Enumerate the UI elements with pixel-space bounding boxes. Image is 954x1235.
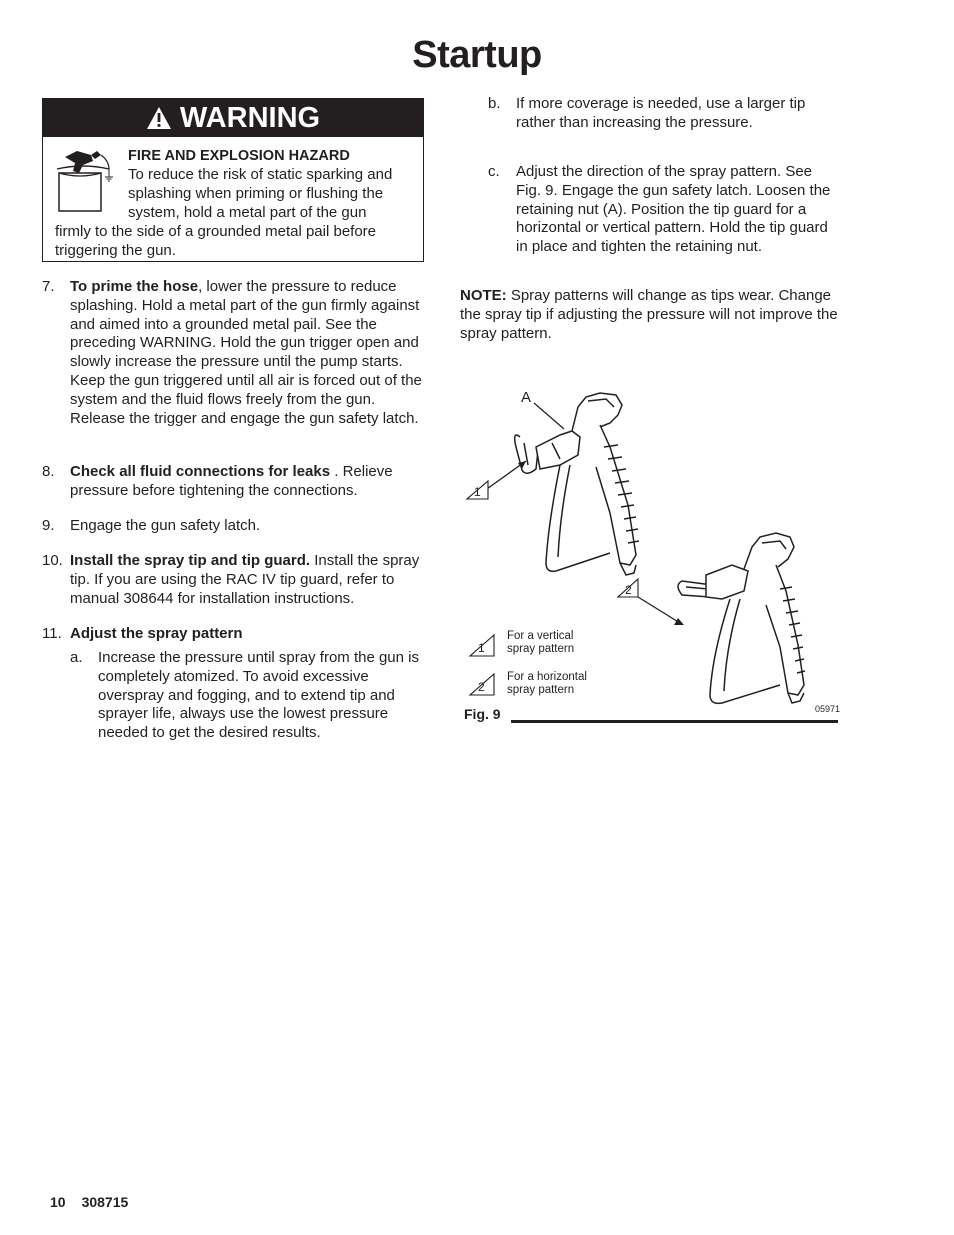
step-number: 10. [42,552,63,569]
step-number: 8. [42,463,55,480]
substep-letter: b. [488,95,501,112]
spray-gun-1-drawing [515,393,639,575]
step-text: Install the spray tip. If you are using the RAC IV tip guard, refer to manual 308644 for installation instructions. [70,552,420,607]
figure-code: 05971 [815,704,841,714]
spray-gun-2-drawing [678,533,805,703]
step-text: Engage the gun safety latch. [70,517,261,534]
step-number: 9. [42,517,55,534]
hazard-text-indented: To reduce the risk of static sparking and splashing when priming or flushing the system, hold a metal part of the gun [128,166,393,221]
warning-triangle-icon [146,106,172,130]
callout-1-number: 1 [474,485,481,499]
substep-a [70,649,422,743]
step-7 [42,278,422,428]
note-label: NOTE: [460,287,507,304]
spray-gun-illustration [460,385,845,715]
footer-doc-number: 308715 [81,1194,129,1210]
step-10 [42,552,422,608]
legend-1-line-1: For a vertical [507,630,574,642]
figure-9 [460,385,845,730]
warning-heading: WARNING [179,101,321,134]
substep-letter: c. [488,163,500,180]
figure-caption: Fig. 9 [464,706,501,722]
step-8 [42,463,422,501]
step-11 [42,625,422,644]
warning-box [42,98,424,262]
callout-2-leader [638,597,680,623]
step-number: 7. [42,278,55,295]
step-text: , lower the pressure to reduce splashing. Hold a metal part of the gun firmly against and aimed into a grounded metal pail. See the preceding WARNING. Hold the gun trigger open and slowly increase the pressure until the pump starts. Keep the gun triggered until all air is forced out of the system and the fluid flows freely from the gun. Release the trigger and engage the gun safety latch. [70,278,422,427]
label-a: A [521,389,532,406]
substep-text: Adjust the direction of the spray pattern. See Fig. 9. Engage the gun safety latch. Loosen the retaining nut (A). Position the tip guard for a horizontal or vertical pattern. Hold the tip guard in place and tighten the retaining nut. [516,163,831,256]
callout-2-number: 2 [625,583,632,597]
label-a-leader [534,403,564,429]
callout-2-arrowhead [674,618,684,625]
hazard-text [55,165,415,260]
hazard-title: FIRE AND EXPLOSION HAZARD [128,148,350,164]
note [460,287,840,343]
substep-c [488,163,838,257]
page-title: Startup [412,34,542,76]
substep-text: If more coverage is needed, use a larger tip rather than increasing the pressure. [516,95,806,131]
legend-1-line-2: spray pattern [507,643,575,655]
legend-1-number: 1 [478,641,485,655]
legend-2-line-2: spray pattern [507,684,575,696]
hazard-text-full: firmly to the side of a grounded metal pail before triggering the gun. [55,223,377,259]
step-text: . Relieve pressure before tightening the connections. [70,463,393,499]
step-heading: Install the spray tip and tip guard. [70,552,311,569]
warning-header [43,99,423,137]
footer-page-number: 10 [50,1194,66,1210]
step-9 [42,517,422,536]
page-footer [50,1194,144,1210]
legend-2-line-1: For a horizontal [507,671,587,683]
step-number: 11. [42,625,62,642]
substep-b [488,95,838,133]
substep-text: Increase the pressure until spray from the gun is completely atomized. To avoid excessive overspray and fogging, and to extend tip and sprayer life, always use the lowest pressure needed to get the desired results. [98,649,419,742]
legend-2-number: 2 [478,680,485,694]
step-heading: Check all fluid connections for leaks [70,463,331,480]
legend-2-text [507,671,587,697]
step-heading: To prime the hose [70,278,199,295]
note-text: Spray patterns will change as tips wear. Change the spray tip if adjusting the pressure will not improve the spray pattern. [460,287,838,342]
step-heading: Adjust the spray pattern [70,625,243,642]
substep-letter: a. [70,649,83,666]
legend-1-text [507,630,574,656]
figure-caption-rule [511,720,838,723]
